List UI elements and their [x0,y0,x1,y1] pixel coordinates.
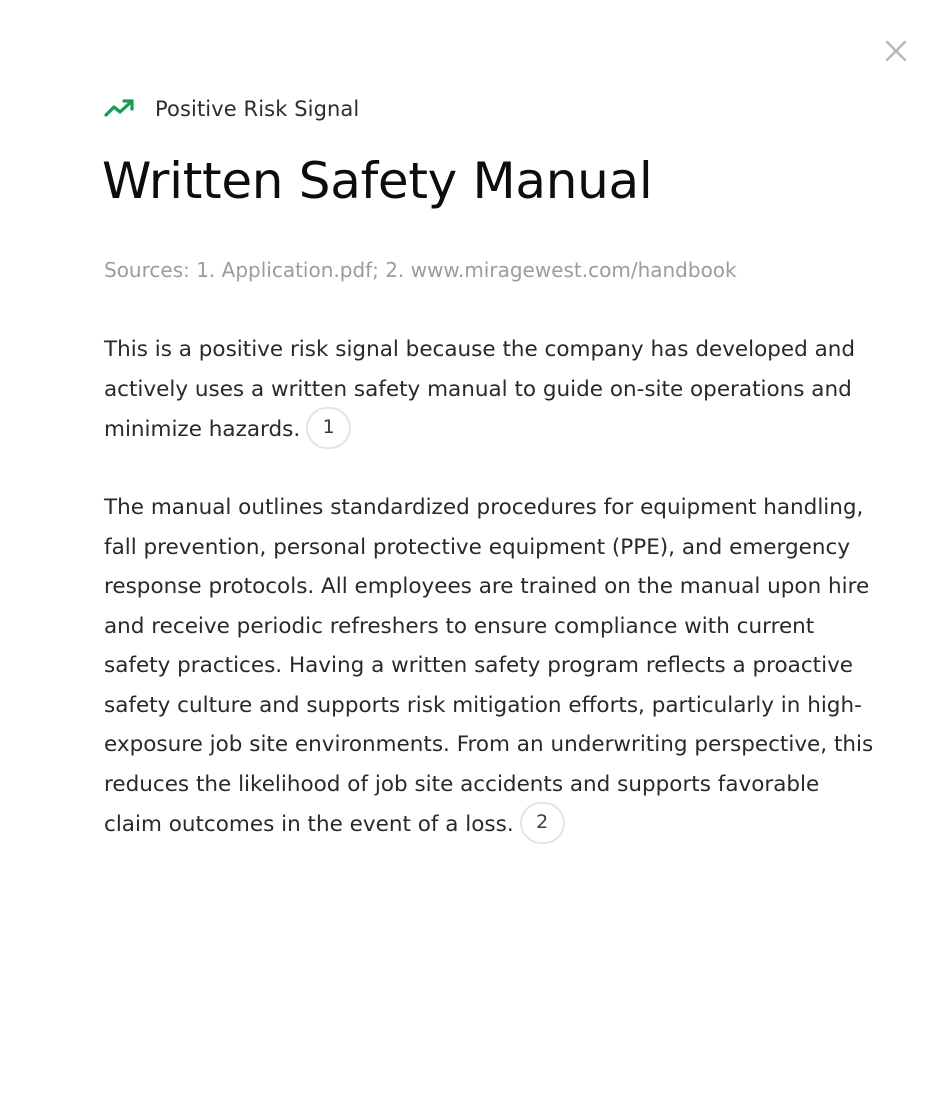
close-button[interactable] [881,36,911,66]
citation-badge[interactable]: 1 [306,407,351,449]
paragraph-text: This is a positive risk signal because the company has developed and actively uses a written safety manual to guide on-site operations and minimize hazards. [104,337,856,442]
signal-type [104,94,359,124]
sources-line: Sources: 1. Application.pdf; 2. www.miragewest.com/handbook [104,258,737,282]
details-paragraph [104,488,874,846]
explanation-paragraph [104,330,874,451]
citation-badge[interactable]: 2 [520,802,565,844]
paragraph-text: The manual outlines standardized procedures for equipment handling, fall prevention, personal protective equipment (PPE), and emergency response protocols. All employees are trained on the manual upon hire and receive periodic refreshers to ensure compliance with current safety practices. Having a written safety program reflects a proactive safety culture and supports risk mitigation efforts, particularly in high-exposure job site environments. From an underwriting perspective, this reduces the likelihood of job site accidents and supports favorable claim outcomes in the event of a loss. [104,495,874,837]
page-title: Written Safety Manual [102,152,653,210]
trending-up-icon [104,98,136,120]
signal-label: Positive Risk Signal [155,97,360,121]
close-icon [884,39,908,63]
